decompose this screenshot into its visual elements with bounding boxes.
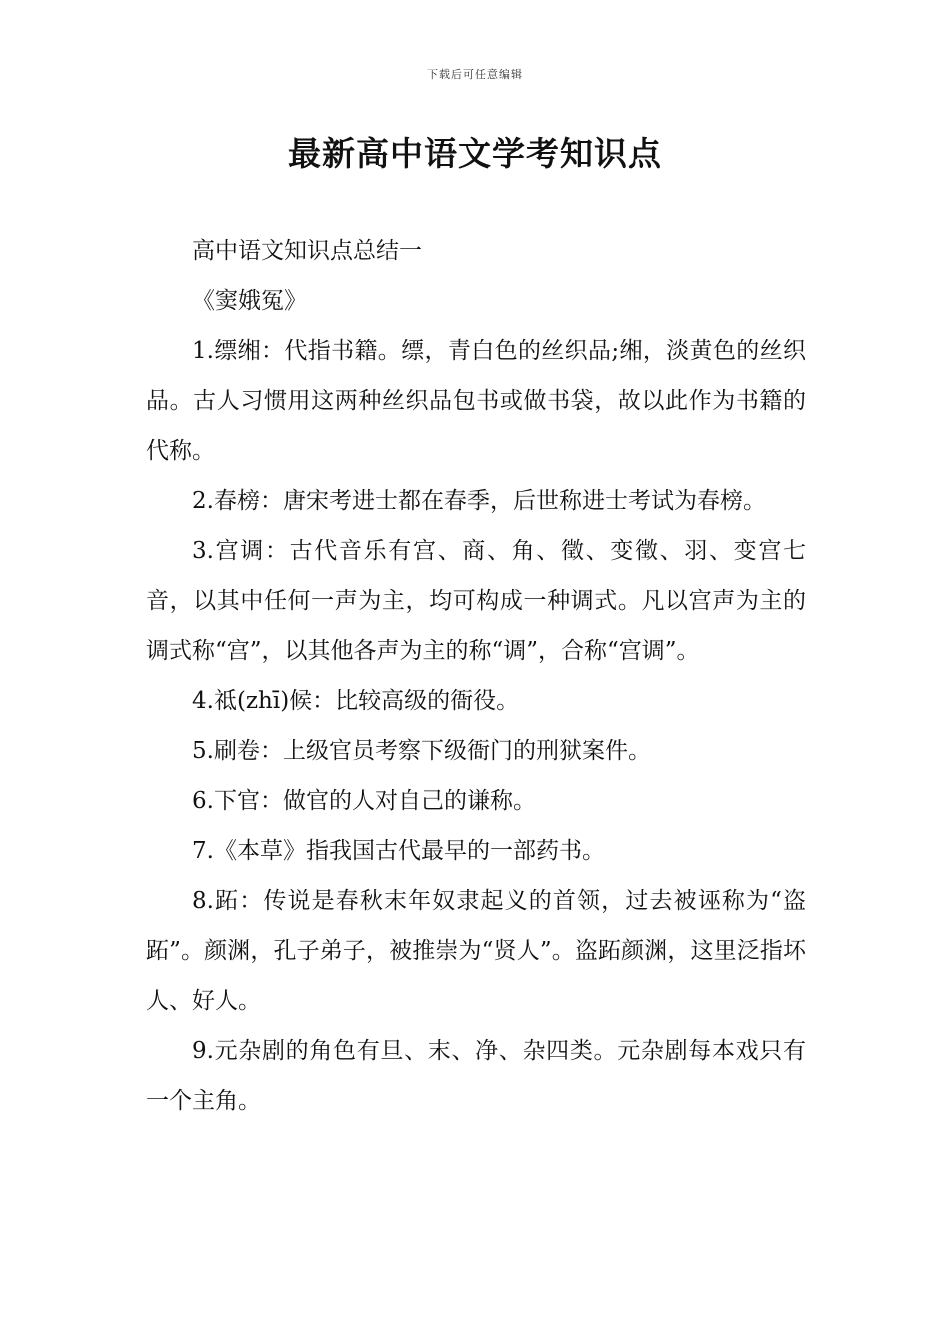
paragraph: 5.刷卷：上级官员考察下级衙门的刑狱案件。 [192, 738, 651, 764]
paragraph: 7.《本草》指我国古代最早的一部药书。 [192, 838, 605, 864]
paragraph: 9.元杂剧的角色有旦、末、净、杂四类。元杂剧每本戏只有一个主角。 [146, 1038, 806, 1114]
paragraph: 2.春榜：唐宋考进士都在春季，后世称进士考试为春榜。 [192, 488, 766, 514]
document-title: 最新高中语文学考知识点 [288, 134, 662, 173]
paragraph: 4.祗(zhī)候：比较高级的衙役。 [192, 688, 520, 714]
paragraph: 6.下官：做官的人对自己的谦称。 [192, 788, 536, 814]
paragraph: 1.缥缃：代指书籍。缥，青白色的丝织品;缃，淡黄色的丝织品。古人习惯用这两种丝织品包书或做书袋，故以此作为书籍的代称。 [146, 338, 806, 464]
paragraph: 8.跖：传说是春秋末年奴隶起义的首领，过去被诬称为“盗跖”。颜渊，孔子弟子，被推崇为“贤人”。盗跖颜渊，这里泛指坏人、好人。 [146, 888, 806, 1014]
section-heading: 高中语文知识点总结一 [192, 238, 422, 264]
paragraph: 3.宫调：古代音乐有宫、商、角、徵、变徵、羽、变宫七音，以其中任何一声为主，均可构成一种调式。凡以宫声为主的调式称“宫”，以其他各声为主的称“调”，合称“宫调”。 [146, 538, 806, 664]
work-title: 《窦娥冤》 [192, 288, 307, 314]
header-note: 下载后可任意编辑 [427, 68, 523, 81]
document-body [146, 226, 806, 1126]
